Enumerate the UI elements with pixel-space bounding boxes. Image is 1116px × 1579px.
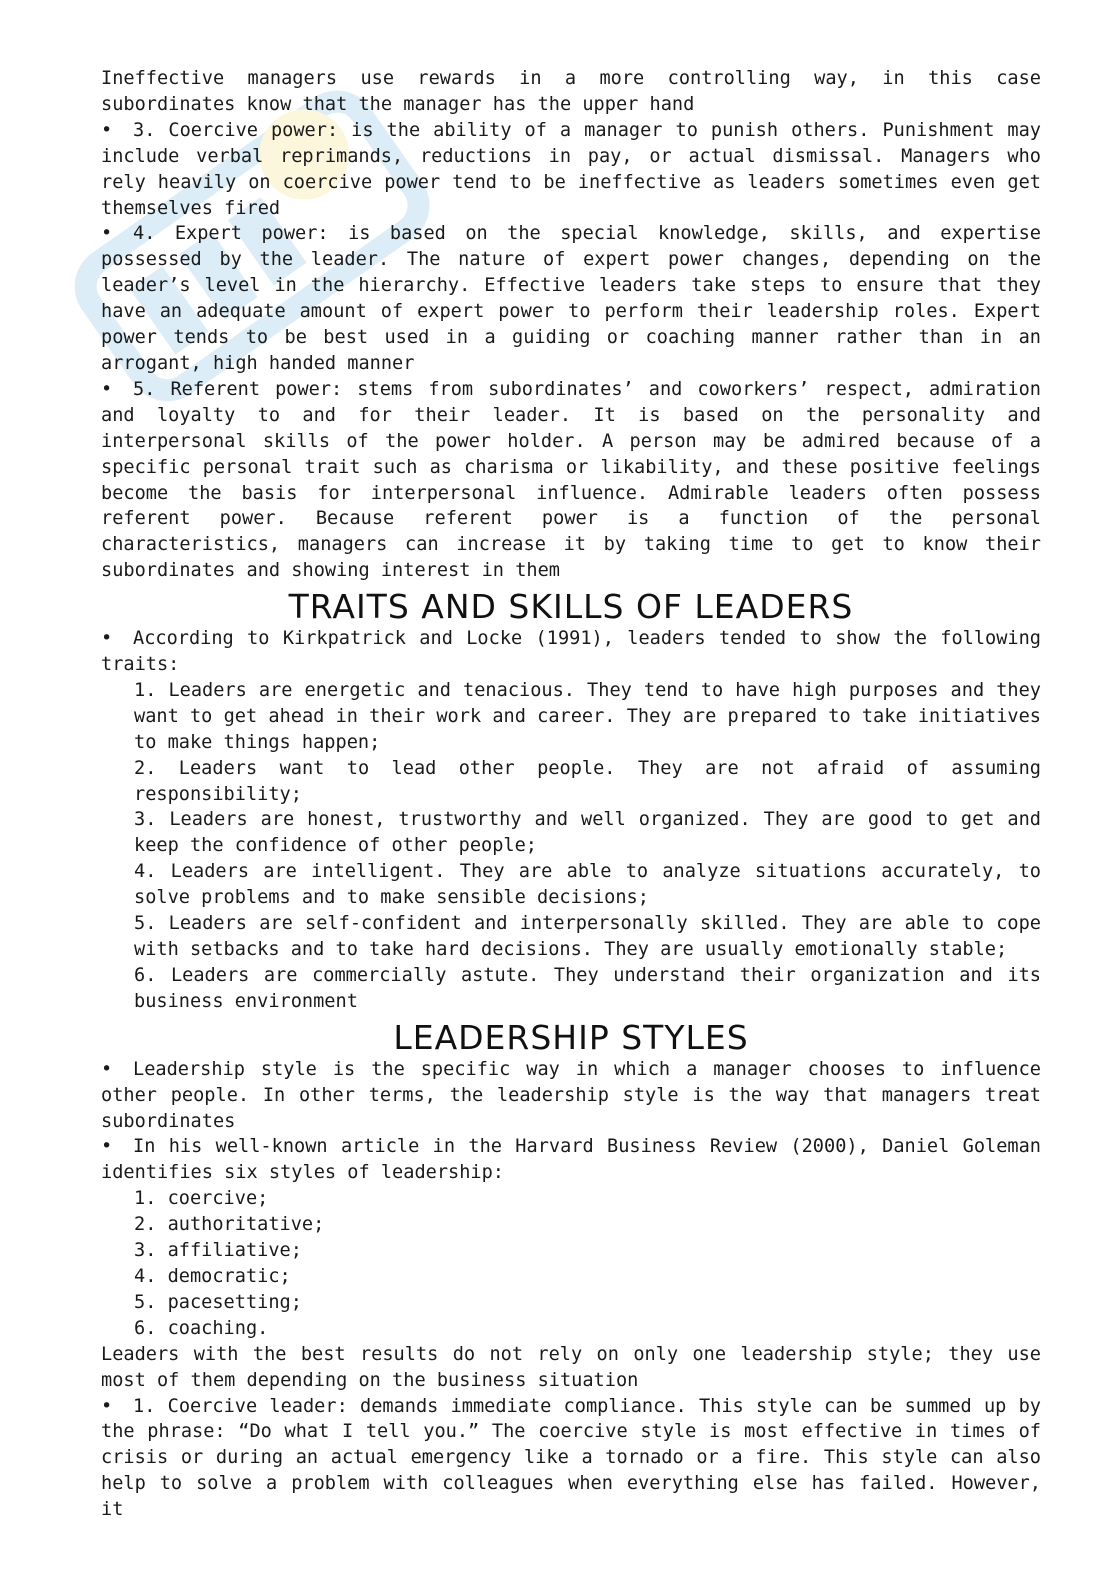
trait-item: 1. Leaders are energetic and tenacious. They tend to have high purposes and they want to get ahead in their work and career. They are prepared to take initiatives to make things happen;	[134, 679, 1041, 753]
trait-item: 4. Leaders are intelligent. They are able to analyze situations accurately, to solve problems and to make sensible decisions;	[134, 861, 1041, 909]
style-item: 4. democratic;	[134, 1265, 291, 1287]
document-page	[101, 66, 1041, 1523]
bullet-icon: •	[101, 1058, 113, 1080]
power-item-expert: • 4. Expert power: is based on the special knowledge, skills, and expertise possessed by the leader. The nature of expert power changes, depending on the leader’s level in the hierarchy. Effective leaders take steps to ensure that they have an adequate amount of expert power to perform their leadership roles. Expert power tends to be best used in a guiding or coaching manner rather than in an arrogant, high handed manner	[101, 223, 1041, 374]
traits-heading: TRAITS AND SKILLS OF LEADERS	[288, 587, 854, 627]
style-item: 2. authoritative;	[134, 1214, 325, 1236]
trait-item: 3. Leaders are honest, trustworthy and well organized. They are good to get and keep the confidence of other people;	[134, 809, 1041, 857]
style-item: 6. coaching.	[134, 1317, 269, 1339]
bullet-icon: •	[101, 1136, 113, 1158]
goleman-paragraph: • In his well-known article in the Harvard Business Review (2000), Daniel Goleman identifies six styles of leadership:	[101, 1136, 1041, 1184]
trait-item: 2. Leaders want to lead other people. They are not afraid of assuming responsibility;	[134, 757, 1041, 805]
styles-conclusion: Leaders with the best results do not rely on only one leadership style; they use most of them depending on the business situation	[101, 1343, 1041, 1391]
style-item: 3. affiliative;	[134, 1240, 302, 1262]
trait-item: 6. Leaders are commercially astute. They understand their organization and its business environment	[134, 964, 1041, 1012]
power-item-referent: • 5. Referent power: stems from subordinates’ and coworkers’ respect, admiration and loyalty to and for their leader. It is based on the personality and interpersonal skills of the power holder. A person may be admired because of a specific personal trait such as charisma or likability, and these positive feelings become the basis for interpersonal influence. Admirable leaders often possess referent power. Because referent power is a function of the personal characteristics, managers can increase it by taking time to get to know their subordinates and showing interest in them	[101, 378, 1041, 582]
styles-list	[101, 1186, 1041, 1341]
traits-intro: • According to Kirkpatrick and Locke (1991), leaders tended to show the following traits:	[101, 628, 1041, 676]
bullet-icon: •	[101, 378, 113, 400]
traits-list	[101, 678, 1041, 1015]
trait-item: 5. Leaders are self-confident and interpersonally skilled. They are able to cope with setbacks and to take hard decisions. They are usually emotionally stable;	[134, 913, 1041, 960]
bullet-icon: •	[101, 1395, 113, 1417]
intro-paragraph: Ineffective managers use rewards in a more controlling way, in this case subordinates know that the manager has the upper hand	[101, 68, 1041, 115]
power-item-coercive: • 3. Coercive power: is the ability of a manager to punish others. Punishment may include verbal reprimands, reductions in pay, or actual dismissal. Managers who rely heavily on coercive power tend to be ineffective as leaders sometimes even get themselves fired	[101, 119, 1041, 219]
coercive-leader-paragraph: • 1. Coercive leader: demands immediate compliance. This style can be summed up by the phrase: “Do what I tell you.” The coercive style is most effective in times of crisis or during an actual emergency like a tornado or a fire. This style can also help to solve a problem with colleagues when everything else has failed. However, it	[101, 1395, 1041, 1521]
styles-definition: • Leadership style is the specific way in which a manager chooses to influence other people. In other terms, the leadership style is the way that managers treat subordinates	[101, 1058, 1041, 1132]
style-item: 1. coercive;	[134, 1188, 269, 1210]
bullet-icon: •	[101, 119, 113, 141]
bullet-icon: •	[101, 628, 113, 650]
style-item: 5. pacesetting;	[134, 1291, 302, 1313]
bullet-icon: •	[101, 223, 113, 245]
styles-heading: LEADERSHIP STYLES	[393, 1017, 749, 1057]
